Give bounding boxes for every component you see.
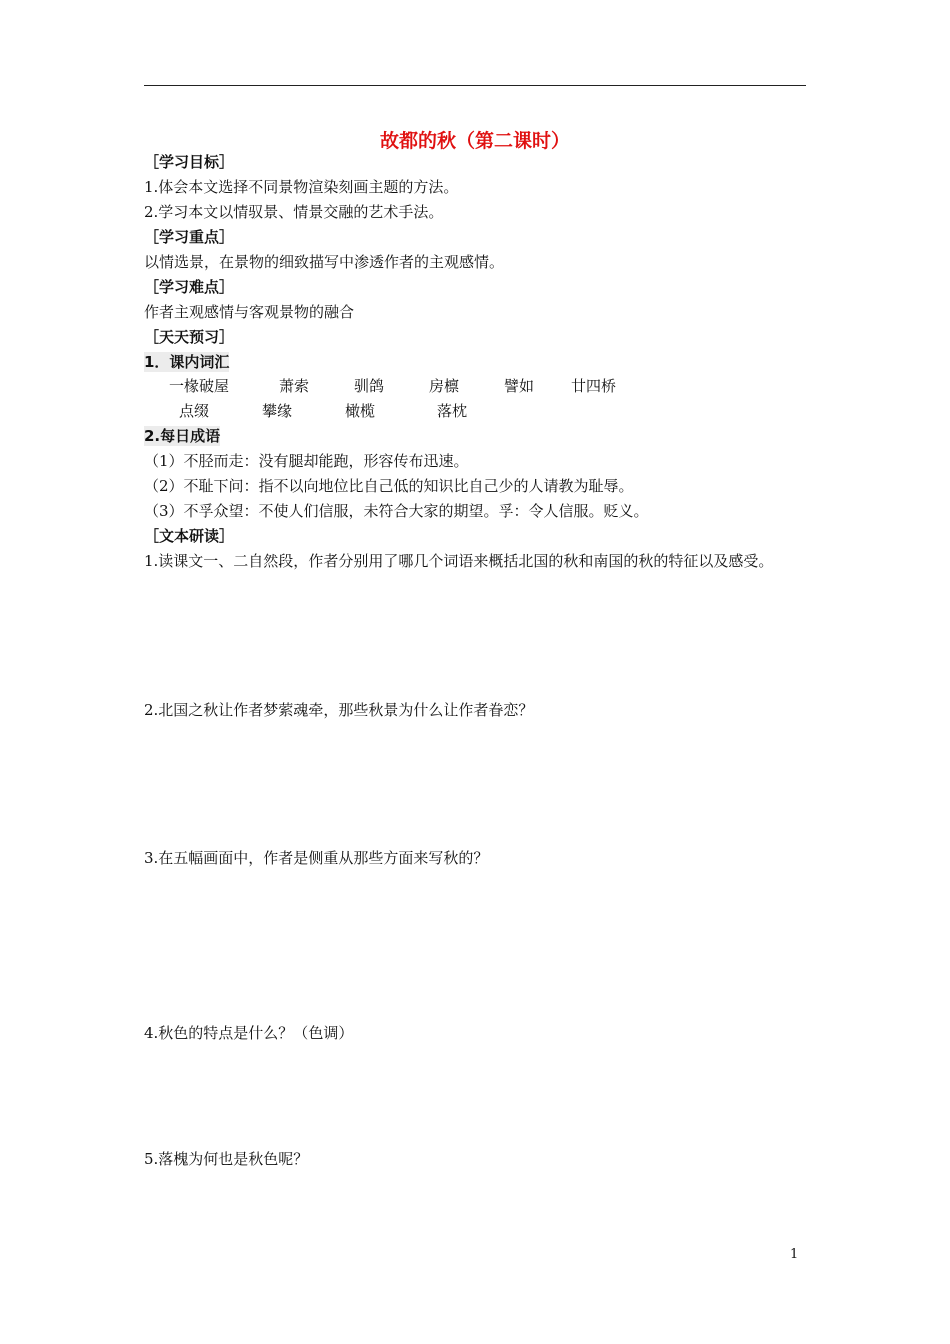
page-title: 故都的秋（第二课时） — [379, 130, 570, 152]
focus-text: 以情选景，在景物的细致描写中渗透作者的主观感情。 — [144, 253, 505, 271]
vocab-word: 驯鸽 — [354, 377, 385, 395]
idiom-item-1: （1）不胫而走：没有腿却能跑，形容传布迅速。 — [144, 452, 469, 470]
goals-heading: ［学习目标］ — [144, 153, 235, 171]
vocab-word: 譬如 — [504, 377, 535, 395]
vocab-word: 攀缘 — [262, 402, 293, 420]
header-rule — [144, 85, 806, 86]
question-1: 1.读课文一、二自然段，作者分别用了哪几个词语来概括北国的秋和南国的秋的特征以及感受。 — [144, 552, 774, 570]
vocab-heading: 1．课内词汇 — [144, 353, 230, 371]
vocab-word: 廿四桥 — [571, 377, 617, 395]
vocab-word: 点缀 — [179, 402, 210, 420]
page-number: 1 — [790, 1247, 799, 1262]
vocab-word: 萧索 — [279, 377, 310, 395]
question-2: 2.北国之秋让作者梦萦魂牵，那些秋景为什么让作者眷恋？ — [144, 701, 534, 719]
idiom-item-2: （2）不耻下问：指不以向地位比自己低的知识比自己少的人请教为耻辱。 — [144, 477, 634, 495]
question-4: 4.秋色的特点是什么？（色调） — [144, 1024, 354, 1042]
vocab-word: 落枕 — [437, 402, 468, 420]
question-3: 3.在五幅画面中，作者是侧重从那些方面来写秋的？ — [144, 849, 489, 867]
study-heading: ［文本研读］ — [144, 527, 235, 545]
goal-item-1: 1.体会本文选择不同景物渲染刻画主题的方法。 — [144, 178, 459, 196]
question-5: 5.落槐为何也是秋色呢？ — [144, 1150, 309, 1168]
difficulty-text: 作者主观感情与客观景物的融合 — [144, 303, 355, 321]
preview-heading: ［天天预习］ — [144, 328, 235, 346]
vocab-word: 房檩 — [429, 377, 460, 395]
vocab-word: 橄榄 — [345, 402, 376, 420]
vocab-word: 一椽破屋 — [169, 377, 230, 395]
difficulty-heading: ［学习难点］ — [144, 278, 235, 296]
idiom-item-3: （3）不孚众望：不使人们信服，未符合大家的期望。孚：令人信服。贬义。 — [144, 502, 649, 520]
idiom-heading: 2.每日成语 — [144, 427, 221, 445]
focus-heading: ［学习重点］ — [144, 228, 235, 246]
goal-item-2: 2.学习本文以情驭景、情景交融的艺术手法。 — [144, 203, 444, 221]
